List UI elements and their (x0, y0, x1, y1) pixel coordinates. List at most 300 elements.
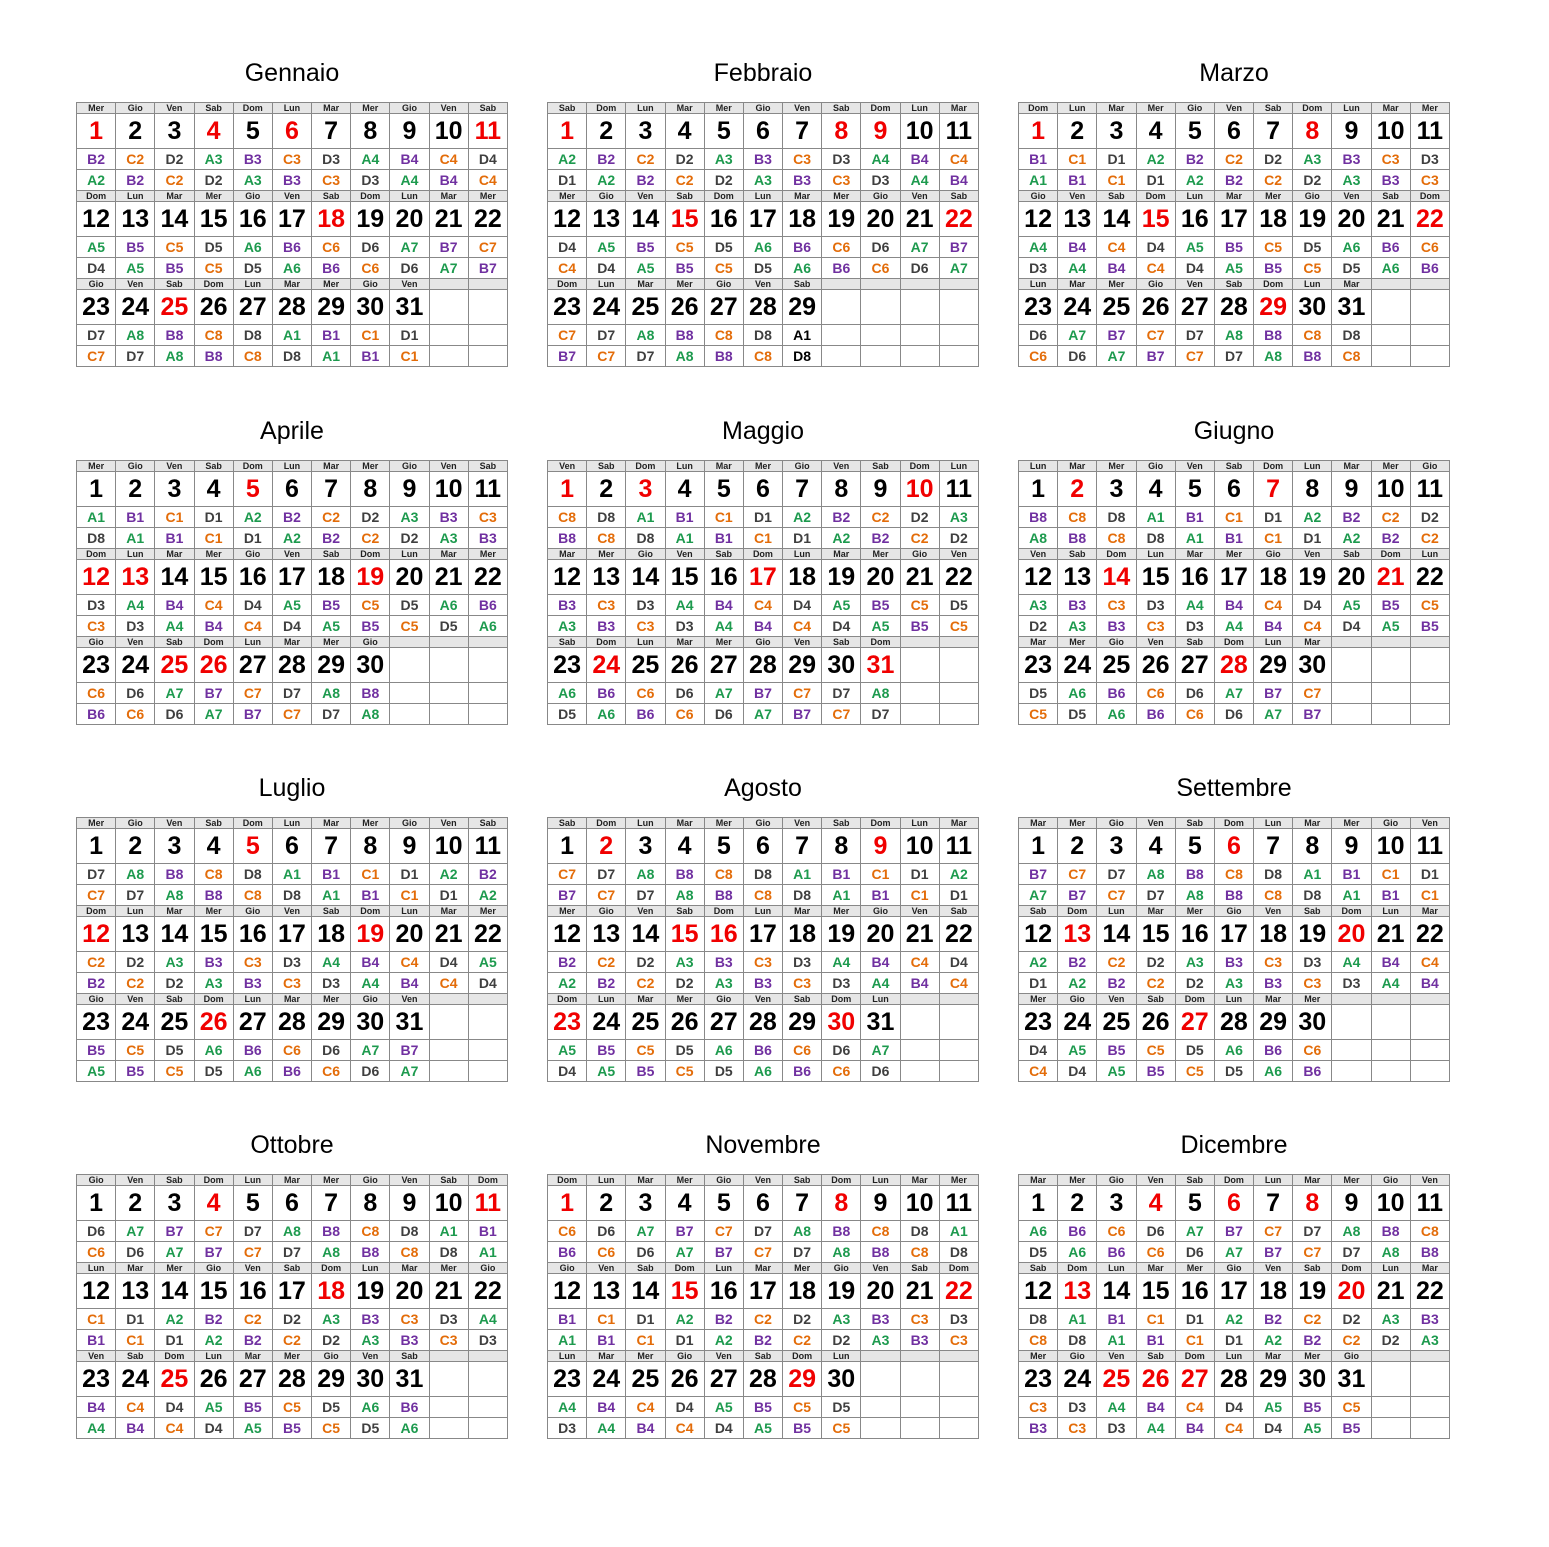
weekday-label: Sab (312, 906, 351, 917)
weekday-label: Dom (233, 103, 272, 114)
weekday-label: Mer (665, 1175, 704, 1186)
weekday-label: Ven (1097, 1351, 1136, 1362)
day-number: 17 (272, 917, 311, 952)
day-number: 19 (822, 917, 861, 952)
day-number: 7 (783, 829, 822, 864)
shift-code-1 (468, 683, 507, 704)
weekday-label: Ven (822, 461, 861, 472)
weekday-label: Gio (194, 1263, 233, 1274)
weekday-label: Lun (1136, 549, 1175, 560)
shift-code-1: A1 (429, 1221, 468, 1242)
shift-code-2: B7 (1254, 1242, 1293, 1263)
shift-code-1: B8 (1371, 1221, 1410, 1242)
day-number: 27 (1175, 1362, 1214, 1397)
day-number: 13 (1058, 1274, 1097, 1309)
day-number: 17 (1214, 202, 1253, 237)
weekday-label: Mer (665, 994, 704, 1005)
weekday-label: Sab (822, 818, 861, 829)
shift-code-2: B1 (704, 528, 743, 549)
shift-code-1: B6 (272, 237, 311, 258)
shift-code-2: D2 (1293, 170, 1332, 191)
day-number: 2 (1058, 1186, 1097, 1221)
weekday-label: Gio (861, 906, 900, 917)
weekday-label: Mer (155, 1263, 194, 1274)
weekday-label: Mer (1097, 279, 1136, 290)
weekday-label: Dom (194, 279, 233, 290)
day-number: 5 (1175, 472, 1214, 507)
shift-code-2: C7 (77, 346, 116, 367)
shift-code-2: C5 (704, 258, 743, 279)
shift-code-2: B1 (351, 346, 390, 367)
day-number: 9 (390, 1186, 429, 1221)
shift-code-2: C3 (77, 616, 116, 637)
shift-code-1: A6 (1332, 237, 1371, 258)
weekday-label: Sab (1019, 906, 1058, 917)
weekday-label: Ven (900, 906, 939, 917)
weekday-label: Mer (194, 549, 233, 560)
day-number: 13 (116, 917, 155, 952)
shift-code-2: D4 (1058, 1061, 1097, 1082)
shift-code-1: A3 (194, 149, 233, 170)
shift-code-1: D3 (1293, 952, 1332, 973)
weekday-label: Dom (822, 994, 861, 1005)
shift-code-2: D2 (155, 973, 194, 994)
shift-code-1: A4 (351, 149, 390, 170)
shift-code-2: D8 (1058, 1330, 1097, 1351)
weekday-label: Dom (1214, 818, 1253, 829)
month-title: Dicembre (1180, 1131, 1288, 1159)
day-number: 26 (1136, 290, 1175, 325)
shift-code-1: A4 (468, 1309, 507, 1330)
day-number: 29 (312, 290, 351, 325)
day-number: 7 (783, 472, 822, 507)
day-number: 14 (1097, 202, 1136, 237)
shift-code-1: B1 (822, 864, 861, 885)
shift-code-2: A6 (390, 1418, 429, 1439)
day-number: 27 (1175, 1005, 1214, 1040)
shift-code-1: B5 (1371, 595, 1410, 616)
day-number: 21 (900, 917, 939, 952)
shift-code-2: B3 (783, 170, 822, 191)
weekday-label: Sab (587, 461, 626, 472)
shift-code-2: B4 (939, 170, 978, 191)
day-number: 14 (1097, 1274, 1136, 1309)
shift-code-1: C4 (194, 595, 233, 616)
day-number (900, 1005, 939, 1040)
weekday-label: Lun (1293, 461, 1332, 472)
weekday-label: Mer (468, 549, 507, 560)
day-number: 6 (1214, 1186, 1253, 1221)
weekday-label: Mer (1058, 637, 1097, 648)
shift-code-2: B6 (77, 704, 116, 725)
weekday-label: Sab (704, 549, 743, 560)
shift-code-2: D3 (548, 1418, 587, 1439)
day-number: 18 (1254, 560, 1293, 595)
shift-code-2: A8 (155, 346, 194, 367)
day-number: 2 (116, 829, 155, 864)
weekday-label: Lun (272, 103, 311, 114)
weekday-label: Dom (783, 1351, 822, 1362)
day-number (822, 290, 861, 325)
day-number (429, 648, 468, 683)
day-number: 16 (704, 917, 743, 952)
day-number: 19 (1293, 1274, 1332, 1309)
shift-code-1: B1 (1019, 149, 1058, 170)
shift-code-1: D8 (1332, 325, 1371, 346)
weekday-label: Ven (704, 1351, 743, 1362)
weekday-label: Dom (1293, 103, 1332, 114)
shift-code-2: B6 (1097, 1242, 1136, 1263)
shift-code-1: B2 (272, 507, 311, 528)
day-number: 24 (587, 648, 626, 683)
day-number: 29 (783, 1005, 822, 1040)
weekday-label: Mer (1332, 818, 1371, 829)
day-number: 5 (233, 829, 272, 864)
shift-code-1: B8 (351, 683, 390, 704)
day-number: 11 (1410, 472, 1449, 507)
day-number: 4 (665, 829, 704, 864)
shift-code-2: A1 (822, 885, 861, 906)
shift-code-2: A2 (822, 528, 861, 549)
weekday-label: Lun (1019, 461, 1058, 472)
shift-code-1 (939, 683, 978, 704)
shift-code-2: B3 (1019, 1418, 1058, 1439)
day-number: 8 (351, 1186, 390, 1221)
shift-code-1: D3 (1058, 1397, 1097, 1418)
shift-code-2: D2 (1371, 1330, 1410, 1351)
shift-code-1: C8 (351, 1221, 390, 1242)
shift-code-2: A4 (704, 616, 743, 637)
shift-code-2: C8 (390, 1242, 429, 1263)
day-number: 18 (783, 1274, 822, 1309)
weekday-label: Dom (194, 637, 233, 648)
day-number: 28 (743, 1005, 782, 1040)
shift-code-1: C7 (1058, 864, 1097, 885)
shift-code-1: B5 (861, 595, 900, 616)
day-number (900, 1362, 939, 1397)
shift-code-1: C3 (1097, 595, 1136, 616)
day-number: 25 (626, 1362, 665, 1397)
day-number: 24 (587, 1005, 626, 1040)
shift-code-1: A6 (233, 237, 272, 258)
weekday-label: Gio (1097, 1175, 1136, 1186)
shift-code-1: D6 (1136, 1221, 1175, 1242)
shift-code-1: B7 (1019, 864, 1058, 885)
day-number: 20 (1332, 1274, 1371, 1309)
shift-code-1 (468, 1397, 507, 1418)
shift-code-2: D6 (704, 704, 743, 725)
shift-code-1: D2 (1332, 1309, 1371, 1330)
weekday-label: Ven (1332, 191, 1371, 202)
shift-code-1: A4 (1097, 1397, 1136, 1418)
day-number: 4 (665, 114, 704, 149)
weekday-label: Lun (233, 994, 272, 1005)
shift-code-1: C1 (861, 864, 900, 885)
weekday-label: Ven (626, 191, 665, 202)
shift-code-2: A5 (626, 258, 665, 279)
shift-code-2 (861, 346, 900, 367)
weekday-label: Mer (1019, 1351, 1058, 1362)
shift-code-1: D5 (194, 237, 233, 258)
shift-code-1: A1 (783, 325, 822, 346)
day-number: 23 (548, 1005, 587, 1040)
weekday-label: Lun (1254, 637, 1293, 648)
shift-code-2: C5 (1019, 704, 1058, 725)
weekday-label: Gio (77, 994, 116, 1005)
shift-code-1: D5 (665, 1040, 704, 1061)
shift-code-1: A7 (704, 683, 743, 704)
weekday-label: Lun (743, 906, 782, 917)
day-number: 28 (272, 290, 311, 325)
day-number: 12 (548, 560, 587, 595)
shift-code-2: C5 (939, 616, 978, 637)
shift-code-2: A2 (587, 170, 626, 191)
weekday-label: Lun (272, 818, 311, 829)
shift-code-1: A7 (390, 237, 429, 258)
shift-code-2: C7 (822, 704, 861, 725)
day-number: 21 (1371, 1274, 1410, 1309)
day-number: 18 (1254, 1274, 1293, 1309)
day-number: 22 (939, 917, 978, 952)
day-number: 28 (743, 1362, 782, 1397)
weekday-label: Sab (1175, 1175, 1214, 1186)
shift-code-2: A3 (861, 1330, 900, 1351)
day-number: 8 (822, 114, 861, 149)
weekday-label: Sab (665, 191, 704, 202)
weekday-label: Dom (704, 906, 743, 917)
day-number: 3 (626, 1186, 665, 1221)
shift-code-1: B4 (1058, 237, 1097, 258)
weekday-label: Mar (1332, 461, 1371, 472)
weekday-label: Ven (429, 461, 468, 472)
shift-code-2: C1 (194, 528, 233, 549)
day-number: 5 (233, 472, 272, 507)
shift-code-1: D1 (194, 507, 233, 528)
shift-code-1: D6 (116, 683, 155, 704)
shift-code-2: A6 (587, 704, 626, 725)
shift-code-2 (900, 346, 939, 367)
weekday-label: Dom (587, 637, 626, 648)
shift-code-2: C2 (626, 973, 665, 994)
shift-code-1: A5 (548, 1040, 587, 1061)
shift-code-2: A5 (1214, 258, 1253, 279)
shift-code-2: C6 (312, 1061, 351, 1082)
weekday-label: Sab (743, 1351, 782, 1362)
shift-code-1: C3 (743, 952, 782, 973)
shift-code-2: C2 (900, 528, 939, 549)
weekday-label: Mar (1175, 549, 1214, 560)
day-number: 13 (587, 1274, 626, 1309)
shift-code-2: A7 (743, 704, 782, 725)
day-number: 5 (1175, 114, 1214, 149)
weekday-label: Lun (587, 994, 626, 1005)
shift-code-1: A8 (312, 683, 351, 704)
shift-code-1: B3 (1058, 595, 1097, 616)
weekday-label: Mar (272, 1175, 311, 1186)
shift-code-2: A7 (155, 1242, 194, 1263)
weekday-label: Dom (468, 1175, 507, 1186)
day-number: 1 (1019, 1186, 1058, 1221)
shift-code-2: D7 (1136, 885, 1175, 906)
shift-code-2: D6 (1058, 346, 1097, 367)
shift-code-1: B8 (665, 325, 704, 346)
shift-code-1: D6 (1175, 683, 1214, 704)
weekday-label: Mer (1175, 906, 1214, 917)
shift-code-1 (1371, 683, 1410, 704)
day-number: 30 (822, 648, 861, 683)
shift-code-1: C3 (783, 149, 822, 170)
day-number: 2 (587, 829, 626, 864)
shift-code-2: B6 (822, 258, 861, 279)
weekday-label: Mar (626, 279, 665, 290)
day-number: 13 (116, 202, 155, 237)
shift-code-1: B1 (1332, 864, 1371, 885)
shift-code-1: B5 (587, 1040, 626, 1061)
day-number: 31 (1332, 1362, 1371, 1397)
shift-code-2: D1 (233, 528, 272, 549)
weekday-label: Mar (233, 1351, 272, 1362)
day-number: 18 (783, 560, 822, 595)
shift-code-1: C3 (1371, 149, 1410, 170)
day-number: 14 (155, 560, 194, 595)
weekday-label (1410, 1351, 1449, 1362)
day-number: 1 (1019, 829, 1058, 864)
shift-code-1 (861, 325, 900, 346)
shift-code-1: B2 (587, 149, 626, 170)
day-number: 14 (155, 917, 194, 952)
shift-code-1: D1 (1410, 864, 1449, 885)
day-number: 13 (1058, 917, 1097, 952)
shift-code-1 (429, 1397, 468, 1418)
weekday-label: Sab (155, 637, 194, 648)
weekday-label (1371, 1351, 1410, 1362)
day-number: 22 (468, 1274, 507, 1309)
day-number: 27 (233, 290, 272, 325)
shift-code-1: A3 (1175, 952, 1214, 973)
weekday-label: Mer (1058, 818, 1097, 829)
weekday-label: Ven (939, 549, 978, 560)
shift-code-2: A8 (665, 885, 704, 906)
day-number: 29 (1254, 1005, 1293, 1040)
shift-code-2: C1 (390, 346, 429, 367)
shift-code-1 (468, 1040, 507, 1061)
shift-code-1: D5 (939, 595, 978, 616)
weekday-label: Sab (1097, 191, 1136, 202)
weekday-label: Gio (704, 279, 743, 290)
shift-code-2: C8 (1254, 885, 1293, 906)
weekday-label: Dom (548, 279, 587, 290)
weekday-label (1410, 637, 1449, 648)
shift-code-2: B3 (1097, 616, 1136, 637)
shift-code-2: A3 (704, 973, 743, 994)
day-number: 28 (1214, 290, 1253, 325)
shift-code-1: B1 (116, 507, 155, 528)
shift-code-1: C6 (548, 1221, 587, 1242)
day-number: 29 (312, 1005, 351, 1040)
day-number: 14 (626, 917, 665, 952)
weekday-label: Lun (1410, 549, 1449, 560)
weekday-label: Mar (1097, 103, 1136, 114)
weekday-label: Mer (626, 1351, 665, 1362)
shift-code-1: B5 (116, 237, 155, 258)
shift-code-1: C4 (1254, 595, 1293, 616)
shift-code-2: B5 (272, 1418, 311, 1439)
shift-code-1 (900, 325, 939, 346)
shift-code-2: C6 (1019, 346, 1058, 367)
shift-code-1: C6 (1293, 1040, 1332, 1061)
shift-code-2: B3 (900, 1330, 939, 1351)
shift-code-2: A1 (312, 346, 351, 367)
weekday-label: Ven (1214, 103, 1253, 114)
shift-code-1: D2 (116, 952, 155, 973)
weekday-label: Mer (1293, 1351, 1332, 1362)
shift-code-1: C8 (1214, 864, 1253, 885)
weekday-label: Mar (1332, 279, 1371, 290)
shift-code-2: A2 (1175, 170, 1214, 191)
weekday-label: Dom (1254, 461, 1293, 472)
shift-code-1: D7 (587, 325, 626, 346)
day-number: 28 (1214, 1005, 1253, 1040)
weekday-label: Mar (1254, 994, 1293, 1005)
shift-code-1: D7 (272, 683, 311, 704)
weekday-label: Mar (1293, 1175, 1332, 1186)
shift-code-1: A2 (783, 507, 822, 528)
weekday-label (390, 637, 429, 648)
shift-code-2: D7 (116, 346, 155, 367)
day-number: 7 (312, 1186, 351, 1221)
weekday-label: Lun (351, 1263, 390, 1274)
shift-code-2: A4 (155, 616, 194, 637)
weekday-label: Mar (665, 818, 704, 829)
shift-code-1: A5 (77, 237, 116, 258)
month-grid (547, 817, 979, 1082)
shift-code-1: B6 (233, 1040, 272, 1061)
day-number: 25 (155, 648, 194, 683)
day-number: 6 (743, 829, 782, 864)
shift-code-1: C5 (1410, 595, 1449, 616)
shift-code-1: C2 (1371, 507, 1410, 528)
shift-code-1: A5 (587, 237, 626, 258)
day-number: 16 (1175, 202, 1214, 237)
shift-code-2: C5 (390, 616, 429, 637)
weekday-label: Sab (194, 818, 233, 829)
day-number: 20 (861, 202, 900, 237)
shift-code-2: D3 (1175, 616, 1214, 637)
shift-code-2: B7 (194, 1242, 233, 1263)
weekday-label: Lun (390, 191, 429, 202)
shift-code-2: B3 (233, 973, 272, 994)
shift-code-2 (900, 1418, 939, 1439)
day-number: 27 (233, 1005, 272, 1040)
shift-code-1: A2 (1019, 952, 1058, 973)
shift-code-1: B8 (1175, 864, 1214, 885)
weekday-label (900, 994, 939, 1005)
day-number (1332, 648, 1371, 683)
weekday-label: Mar (155, 191, 194, 202)
day-number: 18 (312, 1274, 351, 1309)
weekday-label: Mer (194, 906, 233, 917)
day-number: 27 (704, 1005, 743, 1040)
shift-code-2: D7 (116, 885, 155, 906)
day-number: 31 (1332, 290, 1371, 325)
day-number: 12 (1019, 560, 1058, 595)
shift-code-1: A1 (1058, 1309, 1097, 1330)
shift-code-2: A5 (1371, 616, 1410, 637)
weekday-label: Mar (1136, 1263, 1175, 1274)
shift-code-2: B2 (1214, 170, 1253, 191)
weekday-label: Dom (155, 1351, 194, 1362)
weekday-label: Ven (861, 1263, 900, 1274)
